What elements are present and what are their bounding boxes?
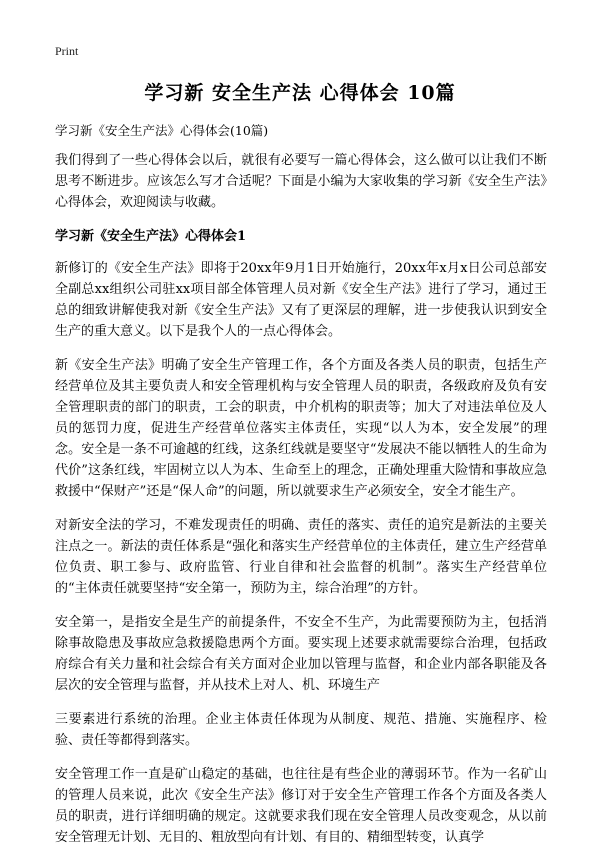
- body-paragraph: 对新安全法的学习，不难发现责任的明确、责任的落实、责任的追究是新法的主要关注点之一。新法的责任体系是“强化和落实生产经营单位的主体责任，建立生产经营单位负责、职工参与、政府监管、行业自律和社会监督的机制”。落实生产经营单位的“主体责任就要坚持“安全第一，预防为主，综合治理”的方针。: [55, 518, 547, 596]
- body-paragraph: 三要素进行系统的治理。企业主体责任体现为从制度、规范、措施、实施程序、检验、责任等都得到落实。: [55, 712, 547, 748]
- print-label[interactable]: Print: [55, 44, 79, 58]
- article-body: [55, 150, 547, 861]
- section-heading: 学习新《安全生产法》心得体会1: [55, 229, 247, 244]
- body-paragraph: 安全管理工作一直是矿山稳定的基础，也往往是有些企业的薄弱环节。作为一名矿山的管理人员来说，此次《安全生产法》修订对于安全生产管理工作各个方面及各类人员的职责，进行详细明确的规定。这就要求我们现在安全管理人员改变观念，从以前安全管理无计划、无目的、粗放型向有计划、有目的、精细型转变，认真学: [55, 767, 547, 845]
- document-subtitle: 学习新《安全生产法》心得体会(10篇): [55, 123, 269, 138]
- body-paragraph: 新《安全生产法》明确了安全生产管理工作，各个方面及各类人员的职责，包括生产经营单位及其主要负责人和安全管理机构与安全管理人员的职责，各级政府及负有安全管理职责的部门的职责，工会的职责，中介机构的职责等；加大了对违法单位及人员的惩罚力度，促进生产经营单位落实主体责任，实现“以人为本，安全发展”的理念。安全是一条不可逾越的红线，这条红线就是要坚守“发展决不能以牺牲人的生命为代价”这条红线，牢固树立以人为本、生命至上的理念，正确处理重大险情和事故应急救援中“保财产”还是“保人命”的问题，所以就要求生产必须安全，安全才能生产。: [55, 358, 547, 499]
- body-paragraph: 新修订的《安全生产法》即将于20xx年9月1日开始施行，20xx年x月x日公司总部安全副总xx组织公司驻xx项目部全体管理人员对新《安全生产法》进行了学习，通过王总的细致讲解使我对新《安全生产法》又有了更深层的理解，进一步使我认识到安全生产的重大意义。以下是我个人的一点心得体会。: [55, 261, 547, 339]
- intro-paragraph: 我们得到了一些心得体会以后，就很有必要写一篇心得体会，这么做可以让我们不断思考不断进步。应该怎么写才合适呢？下面是小编为大家收集的学习新《安全生产法》心得体会，欢迎阅读与收藏。: [55, 153, 547, 210]
- page-title: 学习新 安全生产法 心得体会 10篇: [144, 82, 456, 104]
- body-paragraph: 安全第一，是指安全是生产的前提条件，不安全不生产，为此需要预防为主，包括消除事故隐患及事故应急救援隐患两个方面。要实现上述要求就需要综合治理，包括政府综合有关力量和社会综合有关方面对企业加以管理与监督，和企业内部各职能及各层次的安全管理与监督，并从技术上对人、机、环境生产: [55, 615, 547, 693]
